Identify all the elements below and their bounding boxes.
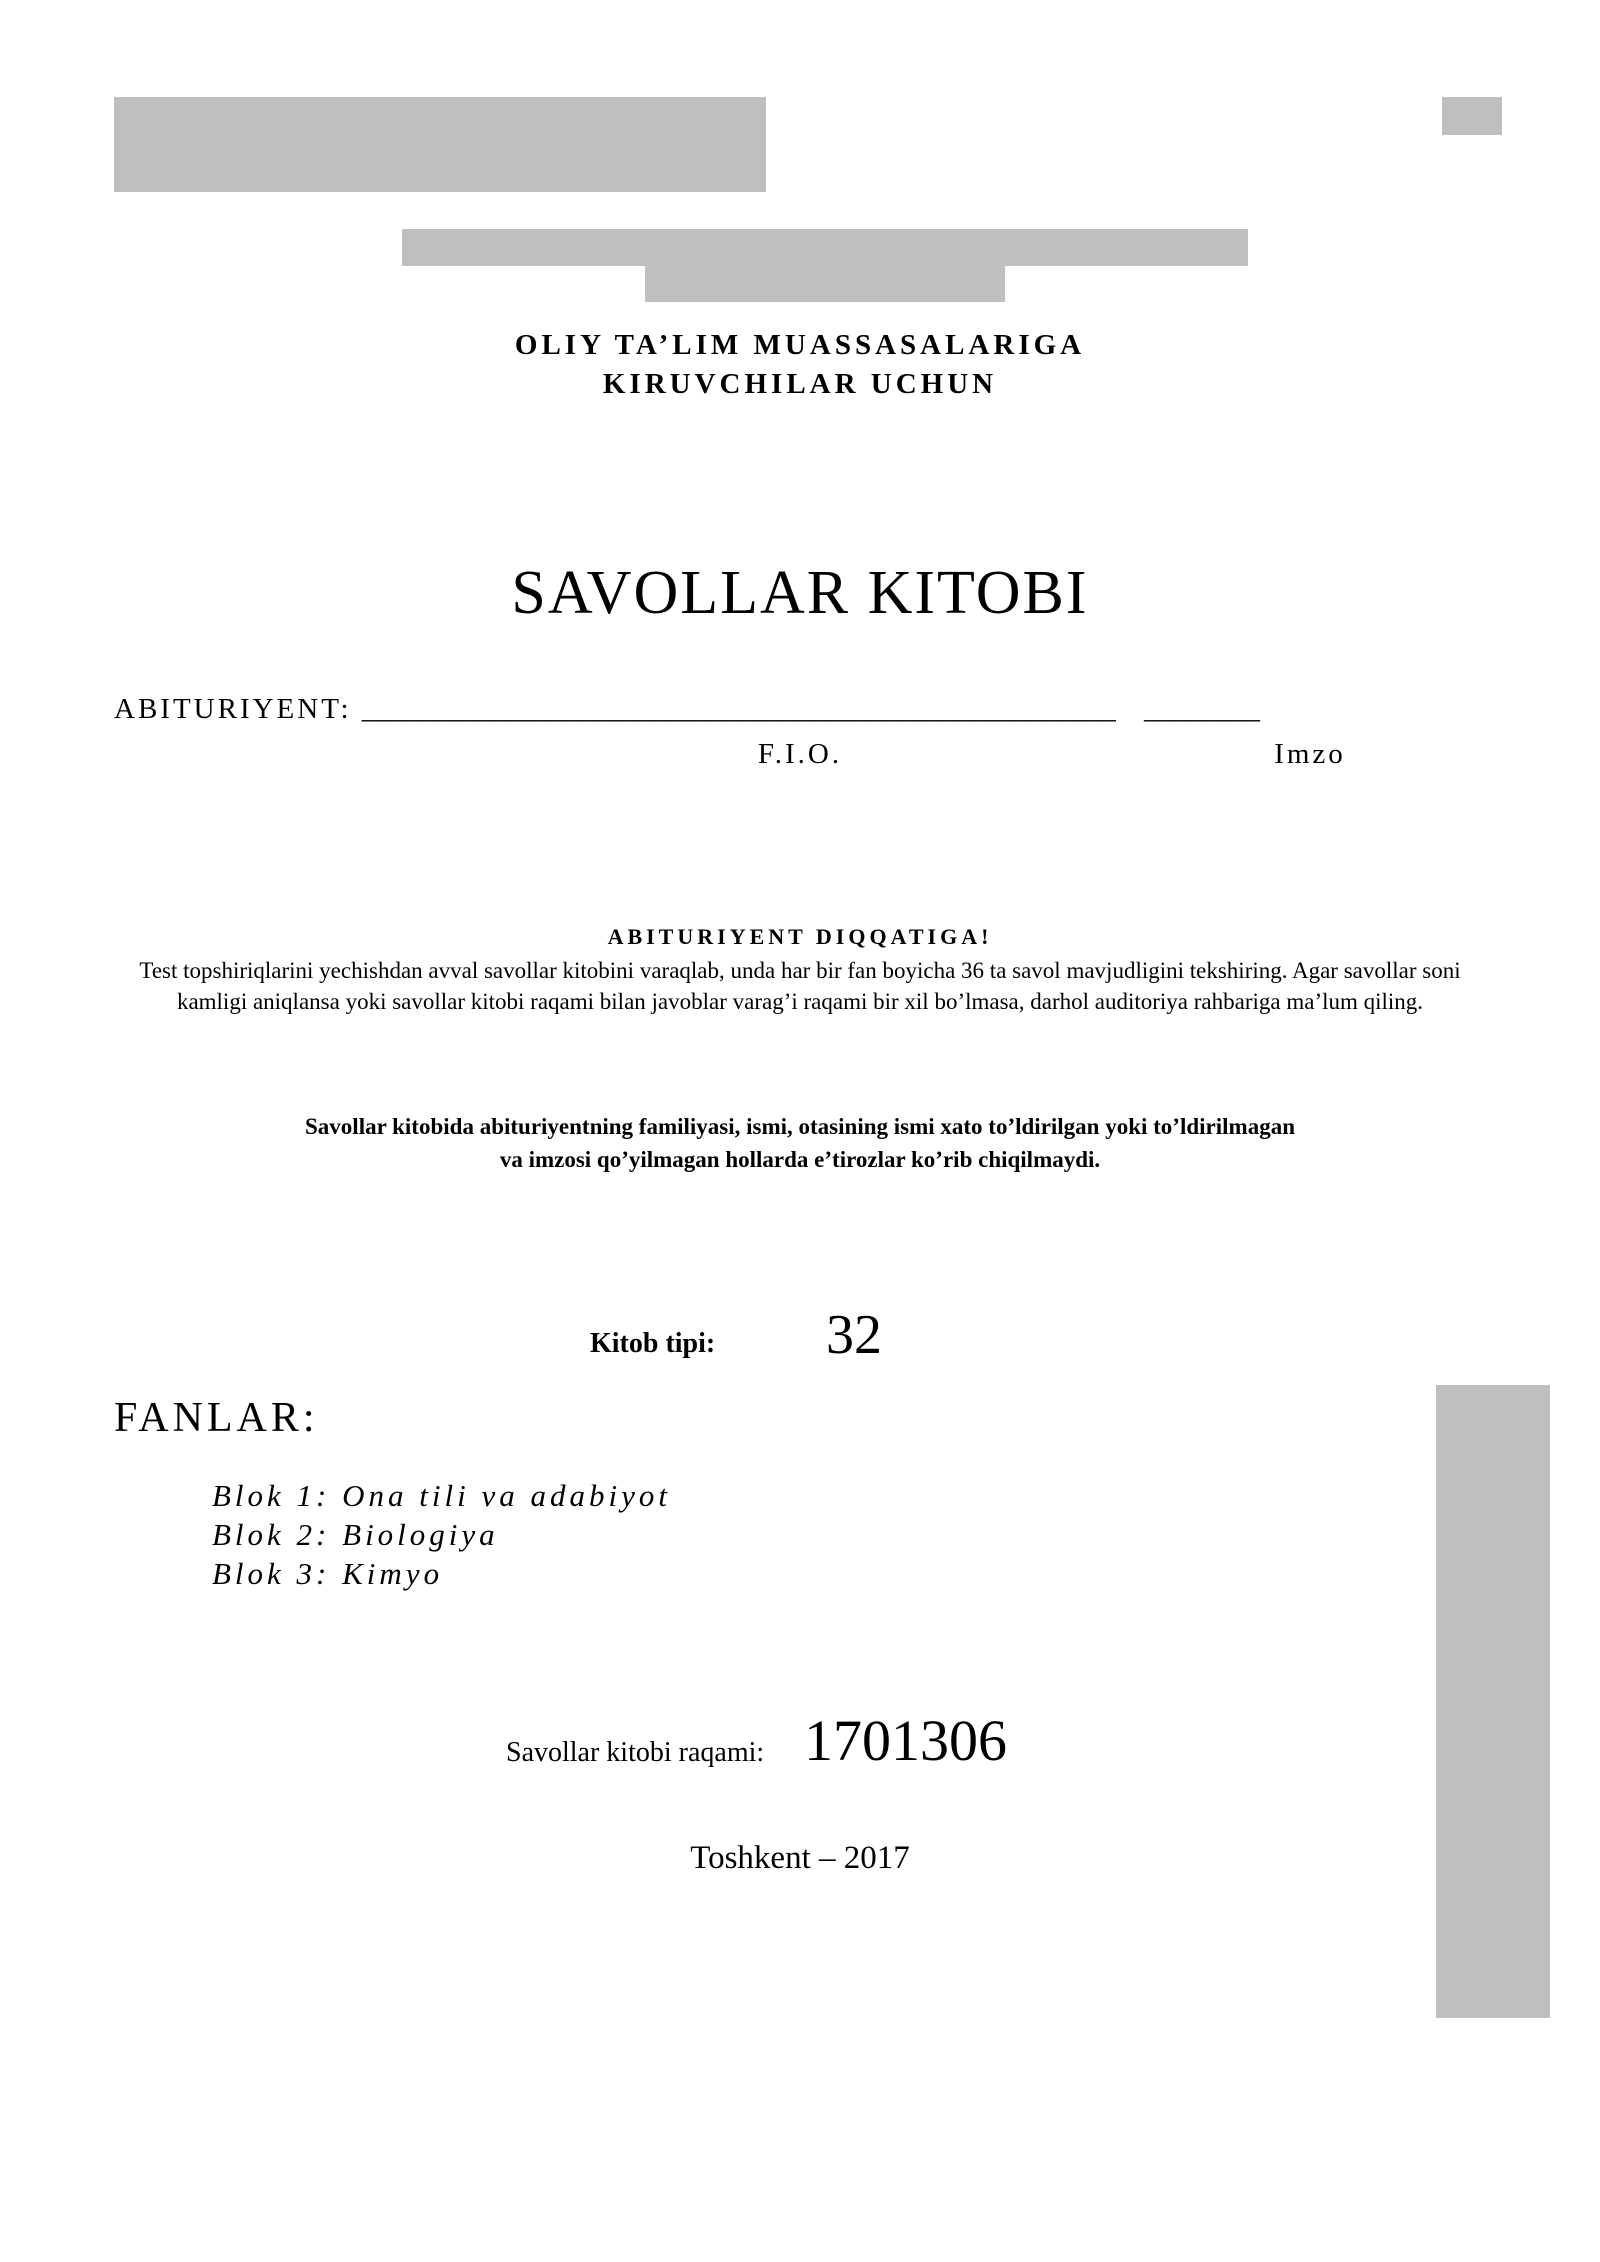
- subject-block-3: Blok 3: Kimyo: [212, 1556, 444, 1591]
- notice-title: ABITURIYENT DIQQATIGA!: [607, 924, 993, 949]
- applicant-row: [114, 693, 1260, 726]
- warning-line-1: Savollar kitobida abituriyentning familiyasi, ismi, otasining ismi xato to’ldirilgan yoki to’ldirilmagan: [305, 1114, 1295, 1139]
- redacted-side-strip: [1436, 1385, 1550, 2018]
- redacted-subtitle-bar-top: [402, 229, 1248, 266]
- org-line-1: OLIY TA’LIM MUASSASALARIGA: [514, 329, 1086, 361]
- subjects-heading: FANLAR:: [114, 1395, 319, 1441]
- applicant-signature-field[interactable]: ________: [1144, 693, 1261, 725]
- subject-block-2: Blok 2: Biologiya: [212, 1517, 499, 1552]
- notice-body: Test topshiriqlarini yechishdan avval savollar kitobini varaqlab, unda har bir fan boyicha 36 ta savol mavjudligini tekshiring. Agar savollar soni kamligi aniqlansa yoki savollar kitobi raqami bilan javoblar varag’i raqami bir xil bo’lmasa, darhol auditoriya rahbariga ma’lum qiling.: [139, 958, 1461, 1014]
- redacted-header-block: [114, 97, 766, 192]
- name-caption: F.I.O.: [757, 738, 843, 770]
- page-title: SAVOLLAR KITOBI: [511, 559, 1089, 627]
- book-type-value: 32: [826, 1304, 882, 1366]
- subject-block-1: Blok 1: Ona tili va adabiyot: [212, 1478, 671, 1513]
- applicant-label: ABITURIYENT:: [114, 693, 352, 725]
- redacted-corner-mark: [1442, 97, 1502, 135]
- book-type-label: Kitob tipi:: [590, 1328, 716, 1359]
- book-number-value: 1701306: [804, 1708, 1007, 1773]
- applicant-name-field[interactable]: ____________________________________________________: [361, 693, 1116, 725]
- signature-caption: Imzo: [1274, 738, 1346, 770]
- city-year: Toshkent – 2017: [690, 1840, 910, 1876]
- redacted-subtitle-bar-bottom: [645, 264, 1005, 302]
- book-number-label: Savollar kitobi raqami:: [506, 1737, 765, 1768]
- org-line-2: KIRUVCHILAR UCHUN: [602, 368, 998, 400]
- warning-line-2: va imzosi qo’yilmagan hollarda e’tirozlar ko’rib chiqilmaydi.: [499, 1147, 1101, 1172]
